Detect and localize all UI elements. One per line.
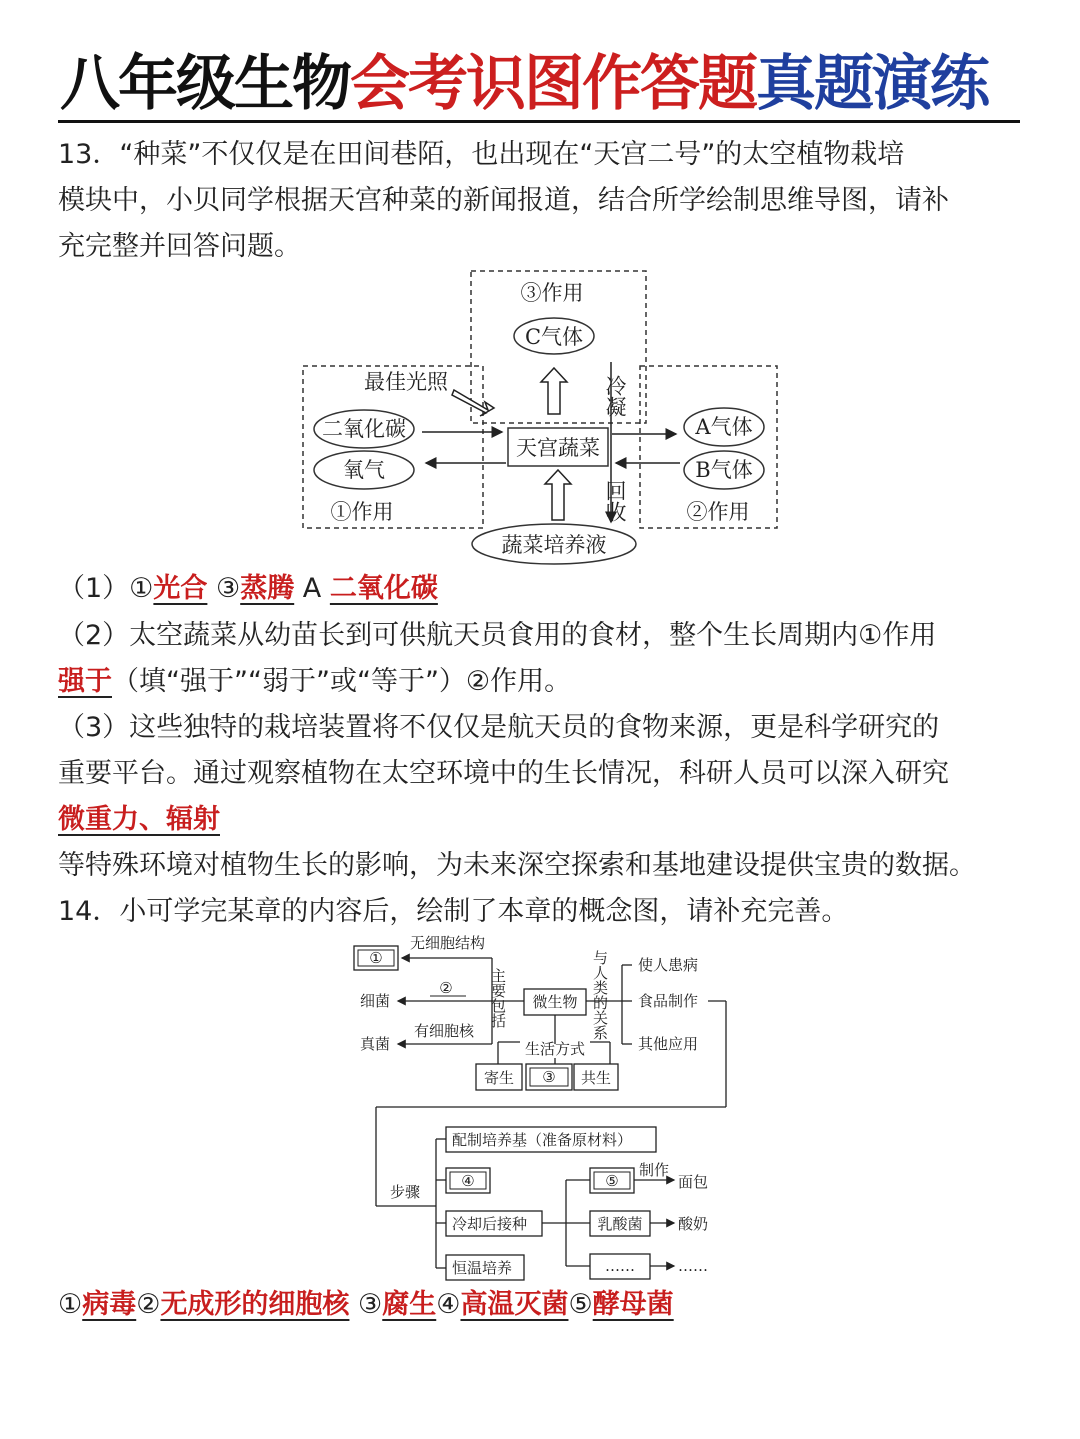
q14-n3: ③ [358,1289,383,1320]
answer-stronger: 强于 [58,666,112,697]
q13-part1-a: A [302,573,322,604]
a-gas-label: A气体 [695,415,753,439]
blank-2-label: ② [439,979,453,997]
q13-part1-mid: ③ [215,573,241,604]
best-light-label: 最佳光照 [364,370,448,394]
has-nucleus-label: 有细胞核 [414,1022,475,1040]
q13-part3-answer-line [58,797,220,843]
q13-part2-line2 [58,659,571,705]
co2-label: 二氧化碳 [322,417,406,441]
q13-part2-line1: （2）太空蔬菜从幼苗长到可供航天员食用的食材，整个生长周期内①作用 [58,620,937,651]
bread-label: 面包 [678,1173,709,1191]
q14-line1: 14．小可学完某章的内容后，绘制了本章的概念图，请补充完善。 [58,896,849,927]
answer-microgravity: 微重力、辐射 [58,804,220,835]
blank-box-5-label: ⑤ [605,1172,619,1190]
blank-box-3-label: ③ [542,1068,556,1086]
page-title [60,44,1020,124]
condense-label-1: 冷凝 [603,375,627,417]
steps-label: 步骤 [390,1183,421,1201]
solution-label: 蔬菜培养液 [501,533,607,557]
make-label: 制作 [639,1161,670,1179]
no-cell-structure-label: 无细胞结构 [410,934,486,952]
up-arrow-to-c-gas [541,368,567,414]
q14-n4: ④ [436,1289,461,1320]
bacteria-label: 细菌 [360,992,391,1010]
up-arrow-from-solution [545,470,571,520]
q13-part3-line3: 等特殊环境对植物生长的影响，为未来深空探索和基地建设提供宝贵的数据。 [58,850,976,881]
answer-co2: 二氧化碳 [329,573,438,604]
tiangong-vegetable-label: 天宫蔬菜 [516,436,600,460]
title-part-topic: 会考识图作答题 [350,49,756,119]
include-label: 主要包括 [489,968,507,1028]
relation-label: 与人类的关系 [591,950,609,1040]
q13-part1-prefix: （1）① [58,573,154,604]
medium-label: 配制培养基（准备原材料） [452,1131,633,1149]
answer-saprophytic: 腐生 [382,1289,437,1320]
q14-n1: ① [58,1289,83,1320]
q13-mind-map [290,262,790,568]
answer-sterilization: 高温灭菌 [460,1289,569,1320]
q13-part2-rest: （填“强于”“弱于”或“等于”）②作用。 [112,666,572,697]
c-gas-label: C气体 [524,325,584,349]
title-part-practice: 真题演练 [756,49,988,119]
q13-line1: 13．“种菜”不仅仅是在田间巷陌，也出现在“天宫二号”的太空植物栽培 [58,139,905,170]
incubate-label: 恒温培养 [452,1259,513,1277]
symbiosis-label: 共生 [580,1069,612,1087]
food-making-label: 食品制作 [638,992,699,1010]
other-use-label: 其他应用 [638,1035,699,1053]
blank-box-4-label: ④ [461,1172,475,1190]
recycle-label: 回收 [603,480,627,522]
fungi-label: 真菌 [360,1035,391,1053]
role1-label: ①作用 [330,500,394,524]
q13-line3: 充完整并回答问题。 [58,231,301,262]
lactic-bacteria-label: 乳酸菌 [597,1215,643,1233]
cool-inoculate-label: 冷却后接种 [452,1215,528,1233]
light-arrow [452,390,494,416]
parasite-label: 寄生 [483,1069,515,1087]
q14-n5: ⑤ [568,1289,593,1320]
answer-transpiration: 蒸腾 [240,573,295,604]
q14-answers [58,1282,674,1328]
b-gas-label: B气体 [695,458,753,482]
answer-yeast: 酵母菌 [592,1289,674,1320]
q13-part1 [58,566,438,612]
dots-label-1: …… [605,1257,635,1275]
dots-label-2: …… [678,1257,708,1275]
q14-n2: ② [136,1289,161,1320]
yogurt-label: 酸奶 [678,1215,709,1233]
answer-no-nucleus: 无成形的细胞核 [160,1289,350,1320]
cause-disease-label: 使人患病 [638,956,699,974]
microbe-label: 微生物 [532,993,578,1011]
q13-line2: 模块中，小贝同学根据天宫种菜的新闻报道，结合所学绘制思维导图，请补 [58,185,949,216]
role2-label: ②作用 [686,500,750,524]
q13-part3-line1: （3）这些独特的栽培装置将不仅仅是航天员的食物来源，更是科学研究的 [58,712,940,743]
answer-virus: 病毒 [82,1289,137,1320]
title-underline [58,120,1020,123]
role3-label: ③作用 [520,281,584,305]
oxygen-label: 氧气 [343,458,385,482]
q13-part3-line2: 重要平台。通过观察植物在太空环境中的生长情况，科研人员可以深入研究 [58,758,949,789]
lifestyle-label: 生活方式 [524,1040,586,1058]
blank-box-1-label: ① [369,949,383,967]
q14-concept-map [352,932,737,1284]
answer-photosynthesis: 光合 [153,573,208,604]
title-part-grade: 八年级生物 [60,49,350,119]
